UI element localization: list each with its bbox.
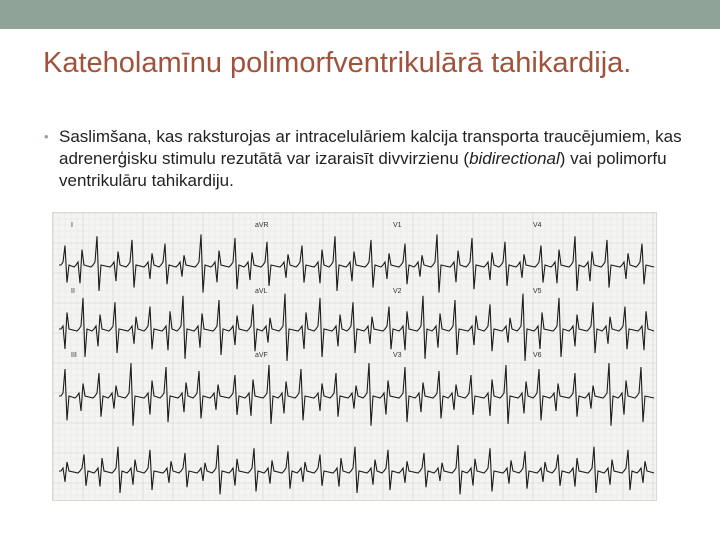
ecg-lead-label: V2	[393, 288, 402, 295]
ecg-lead-label: V4	[533, 222, 542, 229]
ecg-lead-label: aVL	[255, 288, 268, 295]
ecg-lead-label: aVR	[255, 222, 269, 229]
ecg-lead-label: V5	[533, 288, 542, 295]
bullet-text	[59, 126, 684, 192]
bullet-item	[44, 126, 684, 192]
ecg-lead-label: V6	[533, 352, 542, 359]
ecg-lead-label: aVF	[255, 352, 268, 359]
ecg-tracing	[53, 213, 656, 500]
top-accent-bar	[0, 0, 720, 29]
ecg-image	[52, 212, 657, 501]
bullet-dot-icon: •	[44, 129, 49, 144]
ecg-lead-label: III	[71, 352, 77, 359]
ecg-lead-label: V3	[393, 352, 402, 359]
ecg-lead-label: II	[71, 288, 75, 295]
slide-title: Kateholamīnu polimorfventrikulārā tahikardija.	[43, 47, 632, 79]
ecg-strip-3	[59, 363, 654, 426]
bullet-text-emphasis: bidirectional	[469, 149, 560, 168]
ecg-strip-4	[59, 445, 654, 494]
ecg-lead-label: V1	[393, 222, 402, 229]
bullet-text-end: ) vai polimorfu ventrikulāru tahikardiju.	[59, 149, 667, 190]
bullet-text-start: Saslimšana, kas raksturojas ar intracelulāriem kalcija transporta traucējumiem, kas adrenerģisku stimulu rezutātā var izaraisīt divvirzienu (	[59, 127, 682, 168]
ecg-lead-label: I	[71, 222, 73, 229]
